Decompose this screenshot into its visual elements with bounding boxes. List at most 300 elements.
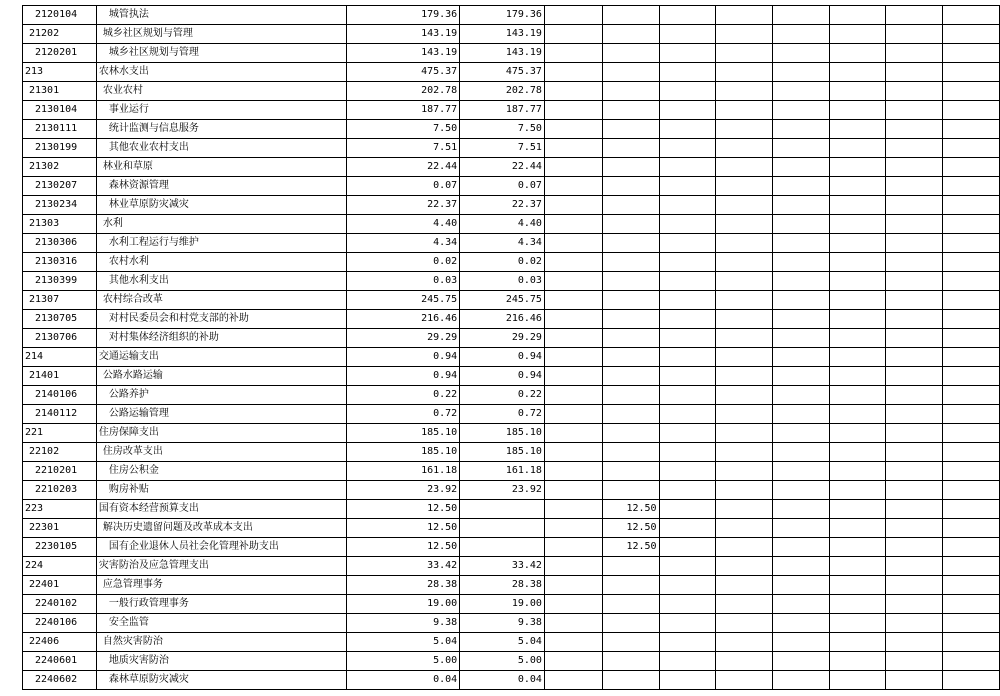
- empty-cell: [829, 633, 886, 652]
- empty-cell: [716, 63, 773, 82]
- subject-name-cell: 事业运行: [96, 101, 346, 120]
- empty-cell: [829, 63, 886, 82]
- subject-name-cell: 其他农业农村支出: [96, 139, 346, 158]
- table-row: [23, 82, 1000, 101]
- subject-name-cell: 其他水利支出: [96, 272, 346, 291]
- empty-cell: [716, 367, 773, 386]
- empty-cell: [829, 557, 886, 576]
- empty-cell: [886, 234, 943, 253]
- empty-cell: [772, 614, 829, 633]
- empty-cell: [943, 595, 1000, 614]
- empty-cell: [829, 215, 886, 234]
- subject-name-cell: 解决历史遗留问题及改革成本支出: [96, 519, 346, 538]
- empty-cell: [659, 82, 716, 101]
- subject-name-cell: 应急管理事务: [96, 576, 346, 595]
- empty-cell: [716, 595, 773, 614]
- empty-cell: [544, 196, 602, 215]
- empty-cell: [659, 272, 716, 291]
- empty-cell: [886, 158, 943, 177]
- subject-code-cell: 22406: [23, 633, 97, 652]
- empty-cell: [544, 272, 602, 291]
- total-amount-cell: 5.00: [346, 652, 460, 671]
- empty-cell: [943, 671, 1000, 690]
- empty-cell: [886, 253, 943, 272]
- empty-cell: [659, 158, 716, 177]
- empty-cell: [659, 101, 716, 120]
- subject-code-cell: 22102: [23, 443, 97, 462]
- empty-cell: [829, 671, 886, 690]
- empty-cell: [943, 462, 1000, 481]
- general-budget-cell: 0.07: [460, 177, 545, 196]
- subject-code-cell: 2140106: [23, 386, 97, 405]
- general-budget-cell: 4.34: [460, 234, 545, 253]
- empty-cell: [772, 557, 829, 576]
- empty-cell: [544, 158, 602, 177]
- state-capital-budget-cell: [602, 101, 659, 120]
- total-amount-cell: 29.29: [346, 329, 460, 348]
- total-amount-cell: 4.34: [346, 234, 460, 253]
- empty-cell: [772, 348, 829, 367]
- total-amount-cell: 245.75: [346, 291, 460, 310]
- empty-cell: [544, 576, 602, 595]
- empty-cell: [886, 291, 943, 310]
- empty-cell: [544, 538, 602, 557]
- total-amount-cell: 12.50: [346, 500, 460, 519]
- empty-cell: [943, 253, 1000, 272]
- general-budget-cell: 0.94: [460, 367, 545, 386]
- subject-code-cell: 214: [23, 348, 97, 367]
- empty-cell: [943, 139, 1000, 158]
- empty-cell: [829, 272, 886, 291]
- state-capital-budget-cell: [602, 291, 659, 310]
- empty-cell: [716, 82, 773, 101]
- empty-cell: [659, 595, 716, 614]
- state-capital-budget-cell: 12.50: [602, 519, 659, 538]
- empty-cell: [716, 158, 773, 177]
- general-budget-cell: 179.36: [460, 6, 545, 25]
- state-capital-budget-cell: [602, 6, 659, 25]
- empty-cell: [772, 272, 829, 291]
- subject-code-cell: 2240601: [23, 652, 97, 671]
- empty-cell: [544, 215, 602, 234]
- table-row: [23, 652, 1000, 671]
- subject-code-cell: 221: [23, 424, 97, 443]
- general-budget-cell: 23.92: [460, 481, 545, 500]
- empty-cell: [716, 25, 773, 44]
- empty-cell: [716, 101, 773, 120]
- subject-name-cell: 国有企业退休人员社会化管理补助支出: [96, 538, 346, 557]
- subject-name-cell: 安全监管: [96, 614, 346, 633]
- empty-cell: [886, 519, 943, 538]
- general-budget-cell: 5.04: [460, 633, 545, 652]
- empty-cell: [886, 386, 943, 405]
- empty-cell: [943, 538, 1000, 557]
- empty-cell: [886, 500, 943, 519]
- subject-code-cell: 21307: [23, 291, 97, 310]
- general-budget-cell: 7.50: [460, 120, 545, 139]
- table-row: [23, 595, 1000, 614]
- empty-cell: [659, 614, 716, 633]
- subject-name-cell: 公路水路运输: [96, 367, 346, 386]
- empty-cell: [943, 272, 1000, 291]
- empty-cell: [544, 63, 602, 82]
- state-capital-budget-cell: [602, 405, 659, 424]
- general-budget-cell: 216.46: [460, 310, 545, 329]
- table-row: [23, 443, 1000, 462]
- state-capital-budget-cell: [602, 234, 659, 253]
- table-row: [23, 367, 1000, 386]
- empty-cell: [772, 234, 829, 253]
- empty-cell: [772, 158, 829, 177]
- empty-cell: [659, 348, 716, 367]
- empty-cell: [772, 386, 829, 405]
- table-row: [23, 253, 1000, 272]
- empty-cell: [544, 348, 602, 367]
- table-row: [23, 329, 1000, 348]
- subject-code-cell: 213: [23, 63, 97, 82]
- empty-cell: [772, 63, 829, 82]
- empty-cell: [716, 500, 773, 519]
- empty-cell: [659, 25, 716, 44]
- budget-table: [22, 5, 1000, 690]
- empty-cell: [829, 519, 886, 538]
- subject-name-cell: 城乡社区规划与管理: [96, 25, 346, 44]
- empty-cell: [659, 386, 716, 405]
- empty-cell: [544, 82, 602, 101]
- empty-cell: [886, 329, 943, 348]
- empty-cell: [716, 405, 773, 424]
- table-row: [23, 215, 1000, 234]
- subject-name-cell: 城管执法: [96, 6, 346, 25]
- empty-cell: [886, 44, 943, 63]
- general-budget-cell: 0.03: [460, 272, 545, 291]
- total-amount-cell: 0.94: [346, 367, 460, 386]
- empty-cell: [943, 310, 1000, 329]
- subject-name-cell: 交通运输支出: [96, 348, 346, 367]
- subject-code-cell: 2130207: [23, 177, 97, 196]
- general-budget-cell: [460, 519, 545, 538]
- state-capital-budget-cell: [602, 348, 659, 367]
- empty-cell: [544, 310, 602, 329]
- empty-cell: [659, 44, 716, 63]
- empty-cell: [943, 481, 1000, 500]
- empty-cell: [772, 595, 829, 614]
- empty-cell: [886, 215, 943, 234]
- empty-cell: [716, 424, 773, 443]
- empty-cell: [772, 253, 829, 272]
- state-capital-budget-cell: [602, 215, 659, 234]
- general-budget-cell: 29.29: [460, 329, 545, 348]
- empty-cell: [544, 253, 602, 272]
- general-budget-cell: 187.77: [460, 101, 545, 120]
- state-capital-budget-cell: [602, 253, 659, 272]
- empty-cell: [772, 291, 829, 310]
- empty-cell: [659, 367, 716, 386]
- empty-cell: [544, 120, 602, 139]
- empty-cell: [544, 633, 602, 652]
- general-budget-cell: 143.19: [460, 44, 545, 63]
- subject-code-cell: 2240106: [23, 614, 97, 633]
- empty-cell: [829, 310, 886, 329]
- empty-cell: [886, 139, 943, 158]
- general-budget-cell: 161.18: [460, 462, 545, 481]
- table-row: [23, 576, 1000, 595]
- subject-code-cell: 2130199: [23, 139, 97, 158]
- empty-cell: [659, 63, 716, 82]
- empty-cell: [886, 481, 943, 500]
- general-budget-cell: 0.72: [460, 405, 545, 424]
- empty-cell: [544, 500, 602, 519]
- state-capital-budget-cell: [602, 557, 659, 576]
- empty-cell: [716, 576, 773, 595]
- empty-cell: [659, 671, 716, 690]
- empty-cell: [829, 82, 886, 101]
- empty-cell: [943, 405, 1000, 424]
- state-capital-budget-cell: [602, 462, 659, 481]
- empty-cell: [716, 6, 773, 25]
- subject-code-cell: 22401: [23, 576, 97, 595]
- empty-cell: [829, 348, 886, 367]
- subject-code-cell: 2230105: [23, 538, 97, 557]
- empty-cell: [943, 25, 1000, 44]
- general-budget-cell: 143.19: [460, 25, 545, 44]
- table-row: [23, 538, 1000, 557]
- empty-cell: [716, 120, 773, 139]
- empty-cell: [829, 196, 886, 215]
- subject-name-cell: 城乡社区规划与管理: [96, 44, 346, 63]
- total-amount-cell: 185.10: [346, 443, 460, 462]
- empty-cell: [829, 120, 886, 139]
- state-capital-budget-cell: [602, 63, 659, 82]
- empty-cell: [829, 6, 886, 25]
- total-amount-cell: 12.50: [346, 538, 460, 557]
- general-budget-cell: 202.78: [460, 82, 545, 101]
- empty-cell: [659, 253, 716, 272]
- empty-cell: [544, 101, 602, 120]
- state-capital-budget-cell: [602, 671, 659, 690]
- state-capital-budget-cell: [602, 595, 659, 614]
- empty-cell: [772, 443, 829, 462]
- empty-cell: [544, 462, 602, 481]
- empty-cell: [772, 652, 829, 671]
- empty-cell: [659, 177, 716, 196]
- general-budget-cell: 9.38: [460, 614, 545, 633]
- empty-cell: [772, 139, 829, 158]
- empty-cell: [943, 424, 1000, 443]
- empty-cell: [772, 481, 829, 500]
- empty-cell: [772, 633, 829, 652]
- state-capital-budget-cell: [602, 310, 659, 329]
- subject-name-cell: 公路运输管理: [96, 405, 346, 424]
- subject-name-cell: 国有资本经营预算支出: [96, 500, 346, 519]
- empty-cell: [659, 234, 716, 253]
- empty-cell: [772, 329, 829, 348]
- total-amount-cell: 475.37: [346, 63, 460, 82]
- empty-cell: [943, 367, 1000, 386]
- table-row: [23, 272, 1000, 291]
- empty-cell: [544, 139, 602, 158]
- empty-cell: [886, 633, 943, 652]
- subject-name-cell: 自然灾害防治: [96, 633, 346, 652]
- subject-name-cell: 一般行政管理事务: [96, 595, 346, 614]
- general-budget-cell: [460, 500, 545, 519]
- empty-cell: [716, 329, 773, 348]
- total-amount-cell: 23.92: [346, 481, 460, 500]
- empty-cell: [772, 215, 829, 234]
- subject-code-cell: 223: [23, 500, 97, 519]
- empty-cell: [772, 519, 829, 538]
- empty-cell: [716, 253, 773, 272]
- empty-cell: [772, 6, 829, 25]
- empty-cell: [829, 291, 886, 310]
- empty-cell: [772, 82, 829, 101]
- state-capital-budget-cell: [602, 576, 659, 595]
- empty-cell: [659, 633, 716, 652]
- empty-cell: [544, 481, 602, 500]
- table-row: [23, 6, 1000, 25]
- state-capital-budget-cell: [602, 177, 659, 196]
- empty-cell: [716, 272, 773, 291]
- total-amount-cell: 161.18: [346, 462, 460, 481]
- empty-cell: [659, 576, 716, 595]
- general-budget-cell: 5.00: [460, 652, 545, 671]
- table-row: [23, 386, 1000, 405]
- subject-code-cell: 2130706: [23, 329, 97, 348]
- empty-cell: [659, 329, 716, 348]
- general-budget-cell: 22.44: [460, 158, 545, 177]
- total-amount-cell: 19.00: [346, 595, 460, 614]
- empty-cell: [716, 519, 773, 538]
- subject-name-cell: 农林水支出: [96, 63, 346, 82]
- total-amount-cell: 0.04: [346, 671, 460, 690]
- empty-cell: [829, 234, 886, 253]
- subject-name-cell: 对村集体经济组织的补助: [96, 329, 346, 348]
- subject-name-cell: 灾害防治及应急管理支出: [96, 557, 346, 576]
- empty-cell: [829, 652, 886, 671]
- subject-code-cell: 2130306: [23, 234, 97, 253]
- subject-code-cell: 2240602: [23, 671, 97, 690]
- state-capital-budget-cell: [602, 329, 659, 348]
- empty-cell: [772, 120, 829, 139]
- empty-cell: [886, 177, 943, 196]
- empty-cell: [659, 652, 716, 671]
- table-row: [23, 614, 1000, 633]
- general-budget-cell: 245.75: [460, 291, 545, 310]
- state-capital-budget-cell: 12.50: [602, 500, 659, 519]
- empty-cell: [829, 538, 886, 557]
- empty-cell: [544, 405, 602, 424]
- empty-cell: [659, 519, 716, 538]
- empty-cell: [716, 177, 773, 196]
- empty-cell: [716, 614, 773, 633]
- total-amount-cell: 202.78: [346, 82, 460, 101]
- general-budget-cell: 19.00: [460, 595, 545, 614]
- state-capital-budget-cell: [602, 614, 659, 633]
- empty-cell: [772, 405, 829, 424]
- empty-cell: [659, 310, 716, 329]
- table-row: [23, 139, 1000, 158]
- empty-cell: [943, 82, 1000, 101]
- empty-cell: [772, 500, 829, 519]
- subject-name-cell: 水利工程运行与维护: [96, 234, 346, 253]
- subject-code-cell: 2240102: [23, 595, 97, 614]
- empty-cell: [772, 196, 829, 215]
- subject-code-cell: 2130399: [23, 272, 97, 291]
- table-row: [23, 671, 1000, 690]
- empty-cell: [943, 348, 1000, 367]
- empty-cell: [716, 671, 773, 690]
- empty-cell: [943, 120, 1000, 139]
- empty-cell: [659, 424, 716, 443]
- empty-cell: [943, 44, 1000, 63]
- subject-name-cell: 对村民委员会和村党支部的补助: [96, 310, 346, 329]
- general-budget-cell: 28.38: [460, 576, 545, 595]
- empty-cell: [886, 348, 943, 367]
- total-amount-cell: 33.42: [346, 557, 460, 576]
- empty-cell: [886, 671, 943, 690]
- empty-cell: [716, 44, 773, 63]
- empty-cell: [772, 25, 829, 44]
- table-row: [23, 405, 1000, 424]
- empty-cell: [943, 215, 1000, 234]
- empty-cell: [544, 424, 602, 443]
- empty-cell: [659, 215, 716, 234]
- subject-name-cell: 森林资源管理: [96, 177, 346, 196]
- table-row: [23, 633, 1000, 652]
- total-amount-cell: 0.22: [346, 386, 460, 405]
- empty-cell: [829, 443, 886, 462]
- subject-name-cell: 统计监测与信息服务: [96, 120, 346, 139]
- empty-cell: [886, 272, 943, 291]
- general-budget-cell: 185.10: [460, 443, 545, 462]
- table-row: [23, 25, 1000, 44]
- empty-cell: [772, 671, 829, 690]
- state-capital-budget-cell: [602, 481, 659, 500]
- empty-cell: [716, 291, 773, 310]
- empty-cell: [943, 101, 1000, 120]
- general-budget-cell: [460, 538, 545, 557]
- subject-name-cell: 农村综合改革: [96, 291, 346, 310]
- general-budget-cell: 0.94: [460, 348, 545, 367]
- empty-cell: [544, 386, 602, 405]
- empty-cell: [886, 405, 943, 424]
- empty-cell: [544, 25, 602, 44]
- subject-name-cell: 地质灾害防治: [96, 652, 346, 671]
- empty-cell: [943, 557, 1000, 576]
- total-amount-cell: 4.40: [346, 215, 460, 234]
- empty-cell: [544, 44, 602, 63]
- empty-cell: [829, 462, 886, 481]
- empty-cell: [772, 424, 829, 443]
- empty-cell: [716, 443, 773, 462]
- empty-cell: [544, 234, 602, 253]
- state-capital-budget-cell: [602, 44, 659, 63]
- total-amount-cell: 0.07: [346, 177, 460, 196]
- empty-cell: [544, 329, 602, 348]
- empty-cell: [716, 234, 773, 253]
- empty-cell: [659, 443, 716, 462]
- empty-cell: [659, 481, 716, 500]
- empty-cell: [659, 139, 716, 158]
- subject-code-cell: 2210201: [23, 462, 97, 481]
- empty-cell: [886, 63, 943, 82]
- subject-name-cell: 水利: [96, 215, 346, 234]
- empty-cell: [829, 500, 886, 519]
- total-amount-cell: 143.19: [346, 25, 460, 44]
- empty-cell: [659, 6, 716, 25]
- general-budget-cell: 4.40: [460, 215, 545, 234]
- empty-cell: [716, 310, 773, 329]
